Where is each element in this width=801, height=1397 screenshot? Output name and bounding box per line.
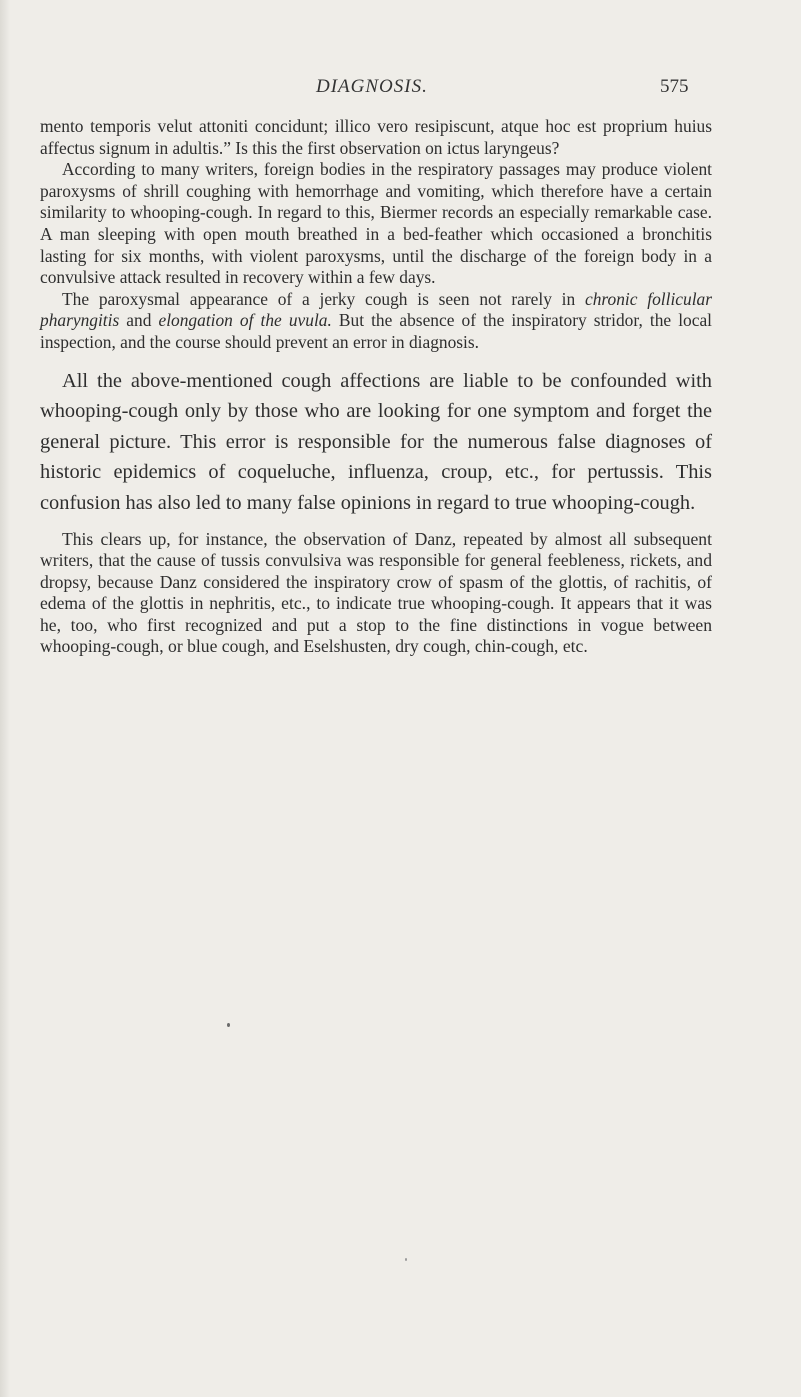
print-speck	[227, 1023, 230, 1027]
paragraph-pharyngitis: The paroxysmal appearance of a jerky cough is seen not rarely in chronic follicular pharyngitis and elongation of the uvula. But the absence of the inspiratory stridor, the local inspection, and the course should prevent an error in diagnosis.	[40, 288, 712, 352]
page-edge-shadow	[0, 0, 10, 1397]
paragraph-foreign-bodies: According to many writers, foreign bodies in the respiratory passages may produce violent paroxysms of shrill coughing with hemorrhage and vomiting, which therefore have a certain similarity to whooping-cough. In regard to this, Biermer records an especially remarkable case. A man sleeping with open mouth breathed in a bed-feather which occasioned a bronchitis lasting for six months, with violent paroxysms, until the discharge of the foreign body in a convulsive attack resulted in recovery within a few days.	[40, 159, 712, 288]
body-text	[40, 116, 712, 658]
paragraph-confusion: All the above-mentioned cough affections are liable to be confounded with whooping-cough only by those who are looking for one symptom and forget the general picture. This error is responsible for the numerous false diagnoses of historic epidemics of coqueluche, influenza, croup, etc., for pertussis. This confusion has also led to many false opinions in regard to true whooping-cough.	[40, 369, 712, 514]
paragraph-continuation: mento temporis velut attoniti concidunt; illico vero resipiscunt, atque hoc est proprium huius affectus signum in adultis.” Is this the first observation on ictus laryngeus?	[40, 116, 712, 158]
running-head	[0, 74, 801, 104]
page-number: 575	[660, 76, 689, 97]
emphasis-uvula: elongation of the uvula.	[158, 310, 332, 331]
emphasis-pharyngitis: chronic follicular pharyngitis	[40, 288, 712, 331]
print-speck	[405, 1258, 407, 1261]
running-title: DIAGNOSIS.	[316, 76, 428, 97]
paragraph-danz: This clears up, for instance, the observation of Danz, repeated by almost all subsequent writers, that the cause of tussis convulsiva was responsible for general feebleness, rickets, and dropsy, because Danz considered the inspiratory crow of spasm of the glottis, of rachitis, of edema of the glottis in nephritis, etc., to indicate true whooping-cough. It appears that it was he, too, who first recognized and put a stop to the fine distinctions in vogue between whooping-cough, or blue cough, and Eselshusten, dry cough, chin-cough, etc.	[40, 528, 712, 657]
